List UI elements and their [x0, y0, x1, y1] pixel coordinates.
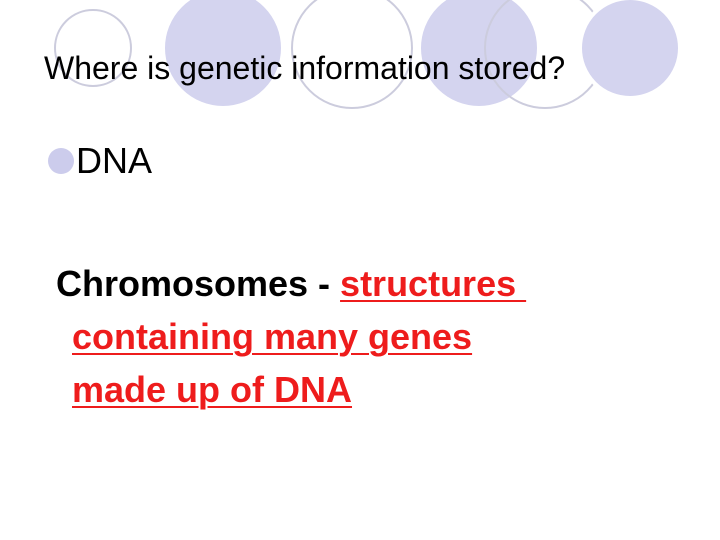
chromosomes-term: Chromosomes -: [56, 263, 341, 304]
definition-part-1: structures: [340, 263, 527, 304]
body-line-1: [56, 263, 526, 305]
bullet-item: [48, 136, 152, 186]
slide-title: Where is genetic information stored?: [44, 50, 566, 86]
body-line-3: [72, 369, 352, 411]
definition-part-2: containing many genes: [72, 316, 473, 357]
bullet-text: DNA: [76, 140, 153, 181]
bullet-dot-icon: [48, 148, 74, 174]
decorative-circle-6: [580, 0, 680, 98]
body-line-2: [72, 316, 472, 358]
definition-part-3: made up of DNA: [72, 369, 353, 410]
